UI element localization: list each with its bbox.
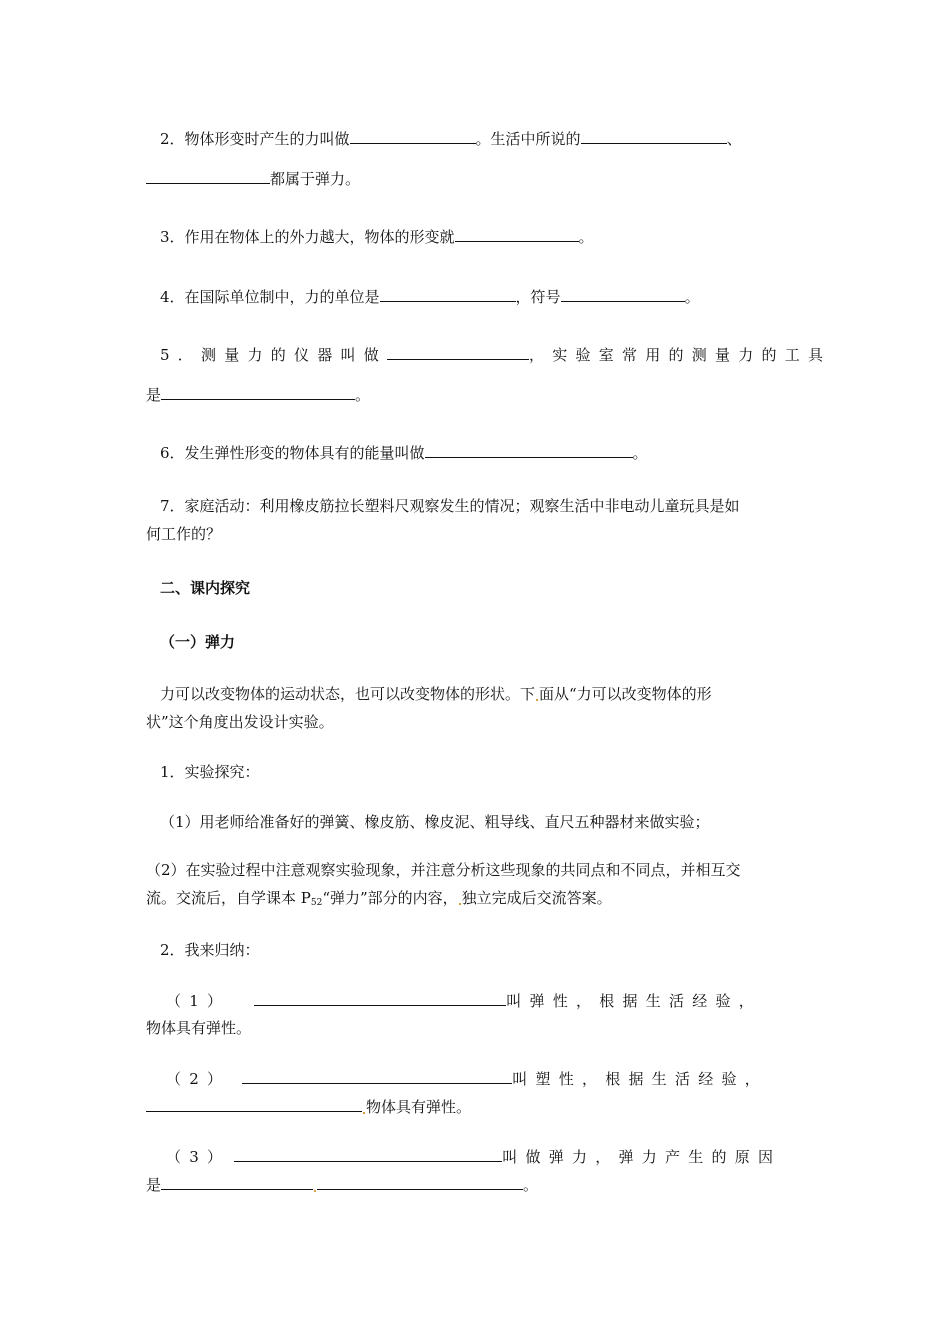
summary-label: （3） (166, 1148, 231, 1166)
intro-line-1 (160, 684, 712, 704)
answer-blank[interactable] (317, 1174, 523, 1190)
mark-dot (536, 699, 538, 701)
experiment-text: “弹力”部分的内容， (322, 889, 458, 907)
question-7-text: 7．家庭活动：利用橡皮筋拉长塑料尺观察发生的情况；观察生活中非电动儿童玩具是如 (160, 497, 740, 515)
question-7-text: 何工作的？ (146, 525, 222, 543)
answer-blank[interactable] (161, 384, 355, 400)
question-2-text: 2．物体形变时产生的力叫做 (160, 130, 350, 148)
answer-blank[interactable] (254, 990, 506, 1006)
intro-line-2 (146, 712, 334, 732)
answer-blank[interactable] (380, 286, 516, 302)
experiment-item-2-line-2 (146, 888, 612, 913)
summary-text: 是 (146, 1176, 162, 1194)
experiment-title: 1．实验探究： (160, 763, 260, 781)
summary-3-line-2 (146, 1174, 538, 1195)
summary-title: 2．我来归纳： (160, 941, 260, 959)
summary-text: 叫塑性，根据生活经验， (512, 1070, 769, 1088)
summary-text: 。 (523, 1176, 539, 1194)
question-4-text: ，符号 (515, 288, 561, 306)
page-subscript: 52 (310, 898, 323, 908)
answer-blank[interactable] (350, 128, 476, 144)
experiment-item-1: （1）用老师给准备好的弹簧、橡皮筋、橡皮泥、粗导线、直尺五种器材来做实验； (160, 813, 710, 831)
question-3 (160, 226, 594, 247)
answer-blank[interactable] (561, 286, 685, 302)
question-3-text: 。 (578, 228, 594, 246)
experiment-item-2-line-1: （2）在实验过程中注意观察实验现象，并注意分析这些现象的共同点和不同点，并相互交 (146, 861, 741, 879)
mark-dot (314, 1190, 316, 1192)
summary-2-line-2 (146, 1096, 471, 1117)
question-2-line-2 (146, 168, 360, 189)
summary-1-line-1 (166, 990, 762, 1011)
section-heading: 二、课内探究 (160, 579, 251, 597)
question-5-text: ，实验室常用的测量力的工具 (529, 346, 832, 364)
summary-label: （1） (166, 992, 231, 1010)
summary-3-line-1 (166, 1146, 781, 1167)
question-2-text: 、 (726, 130, 742, 148)
question-6-text: 6．发生弹性形变的物体具有的能量叫做 (160, 444, 425, 462)
subsection-heading: （一）弹力 (160, 633, 236, 651)
experiment-text: 独立完成后交流答案。 (461, 889, 612, 907)
question-7-line-1 (160, 496, 740, 516)
summary-text: 叫弹性，根据生活经验， (506, 992, 763, 1010)
answer-blank[interactable] (242, 1068, 512, 1084)
mark-dot (459, 903, 461, 905)
intro-text: 力可以改变物体的运动状态，也可以改变物体的形状。下 (160, 685, 536, 703)
question-2-line-1 (160, 128, 742, 149)
summary-label: （2） (166, 1070, 231, 1088)
question-4-text: 。 (684, 288, 700, 306)
answer-blank[interactable] (161, 1174, 313, 1190)
mark-dot (363, 1112, 365, 1114)
question-4-text: 4．在国际单位制中，力的单位是 (160, 288, 380, 306)
question-5-text: 。 (355, 386, 371, 404)
question-3-text: 3．作用在物体上的外力越大，物体的形变就 (160, 228, 455, 246)
answer-blank[interactable] (581, 128, 727, 144)
summary-1-line-2: 物体具有弹性。 (146, 1019, 252, 1037)
question-2-text: 。生活中所说的 (475, 130, 581, 148)
answer-blank[interactable] (234, 1146, 502, 1162)
answer-blank[interactable] (146, 168, 270, 184)
summary-2-line-1 (166, 1068, 768, 1089)
intro-text: 面从“力可以改变物体的形 (539, 685, 712, 703)
intro-text: 状”这个角度出发设计实验。 (146, 713, 334, 731)
question-6 (160, 442, 648, 463)
question-5-line-1 (160, 344, 831, 365)
question-2-text: 都属于弹力。 (270, 170, 361, 188)
question-6-text: 。 (632, 444, 648, 462)
answer-blank[interactable] (387, 344, 529, 360)
question-5-line-2 (146, 384, 370, 405)
question-5-text: 5．测量力的仪器叫做 (160, 346, 388, 364)
question-5-text: 是 (146, 386, 162, 404)
summary-text: 叫做弹力，弹力产生的原因 (502, 1148, 782, 1166)
experiment-text: 流。交流后，自学课本 P (146, 889, 311, 907)
question-4 (160, 286, 700, 307)
answer-blank[interactable] (455, 226, 579, 242)
answer-blank[interactable] (146, 1096, 362, 1112)
answer-blank[interactable] (425, 442, 633, 458)
summary-text: 物体具有弹性。 (366, 1098, 472, 1116)
question-7-line-2 (146, 524, 221, 544)
